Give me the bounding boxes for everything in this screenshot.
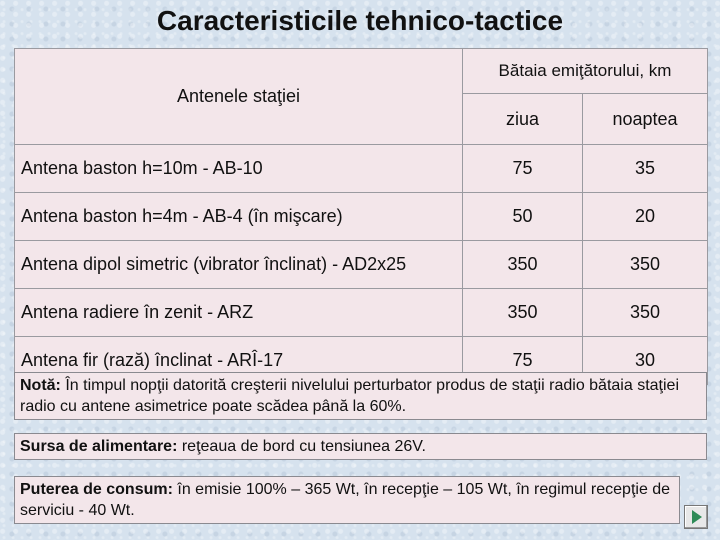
- header-range: Bătaia emiţătorului, km: [463, 49, 708, 94]
- range-day: 350: [463, 241, 583, 289]
- range-night: 35: [583, 145, 708, 193]
- table-row: [15, 145, 708, 193]
- note-box: [14, 372, 707, 420]
- range-day: 75: [463, 145, 583, 193]
- power-source-label: Sursa de alimentare:: [20, 438, 178, 455]
- note-text: În timpul nopţii datorită creşterii nivelului perturbator produs de staţii radio bătaia staţiei radio cu antene asimetrice poate scădea până la 60%.: [20, 377, 679, 415]
- consumption-box: [14, 476, 680, 524]
- range-day: 50: [463, 193, 583, 241]
- next-slide-button[interactable]: [684, 505, 708, 529]
- antenna-name: Antena radiere în zenit - ARZ: [15, 289, 463, 337]
- table-row: [15, 289, 708, 337]
- table-row: [15, 193, 708, 241]
- specs-table: [14, 48, 708, 385]
- page-title: Caracteristicile tehnico-tactice: [156, 5, 564, 36]
- power-source-text: reţeaua de bord cu tensiunea 26V.: [177, 438, 426, 455]
- range-day: 75: [463, 337, 583, 385]
- table-row: [15, 241, 708, 289]
- antenna-name: Antena baston h=10m - AB-10: [15, 145, 463, 193]
- range-night: 350: [583, 289, 708, 337]
- header-day: ziua: [463, 94, 583, 145]
- range-night: 30: [583, 337, 708, 385]
- consumption-text: în emisie 100% – 365 Wt, în recepţie – 105 Wt, în regimul recepţie de serviciu - 40 Wt.: [20, 481, 671, 519]
- play-next-icon: [692, 510, 702, 524]
- antenna-name: Antena baston h=4m - AB-4 (în mişcare): [15, 193, 463, 241]
- note-label: Notă:: [20, 377, 61, 394]
- antenna-name: Antena fir (rază) înclinat - ARÎ-17: [15, 337, 463, 385]
- range-night: 350: [583, 241, 708, 289]
- range-night: 20: [583, 193, 708, 241]
- consumption-label: Puterea de consum:: [20, 481, 173, 498]
- range-day: 350: [463, 289, 583, 337]
- header-antennas: Antenele staţiei: [15, 49, 463, 145]
- antenna-name: Antena dipol simetric (vibrator înclinat) - AD2x25: [15, 241, 463, 289]
- header-night: noaptea: [583, 94, 708, 145]
- power-source-box: [14, 433, 707, 460]
